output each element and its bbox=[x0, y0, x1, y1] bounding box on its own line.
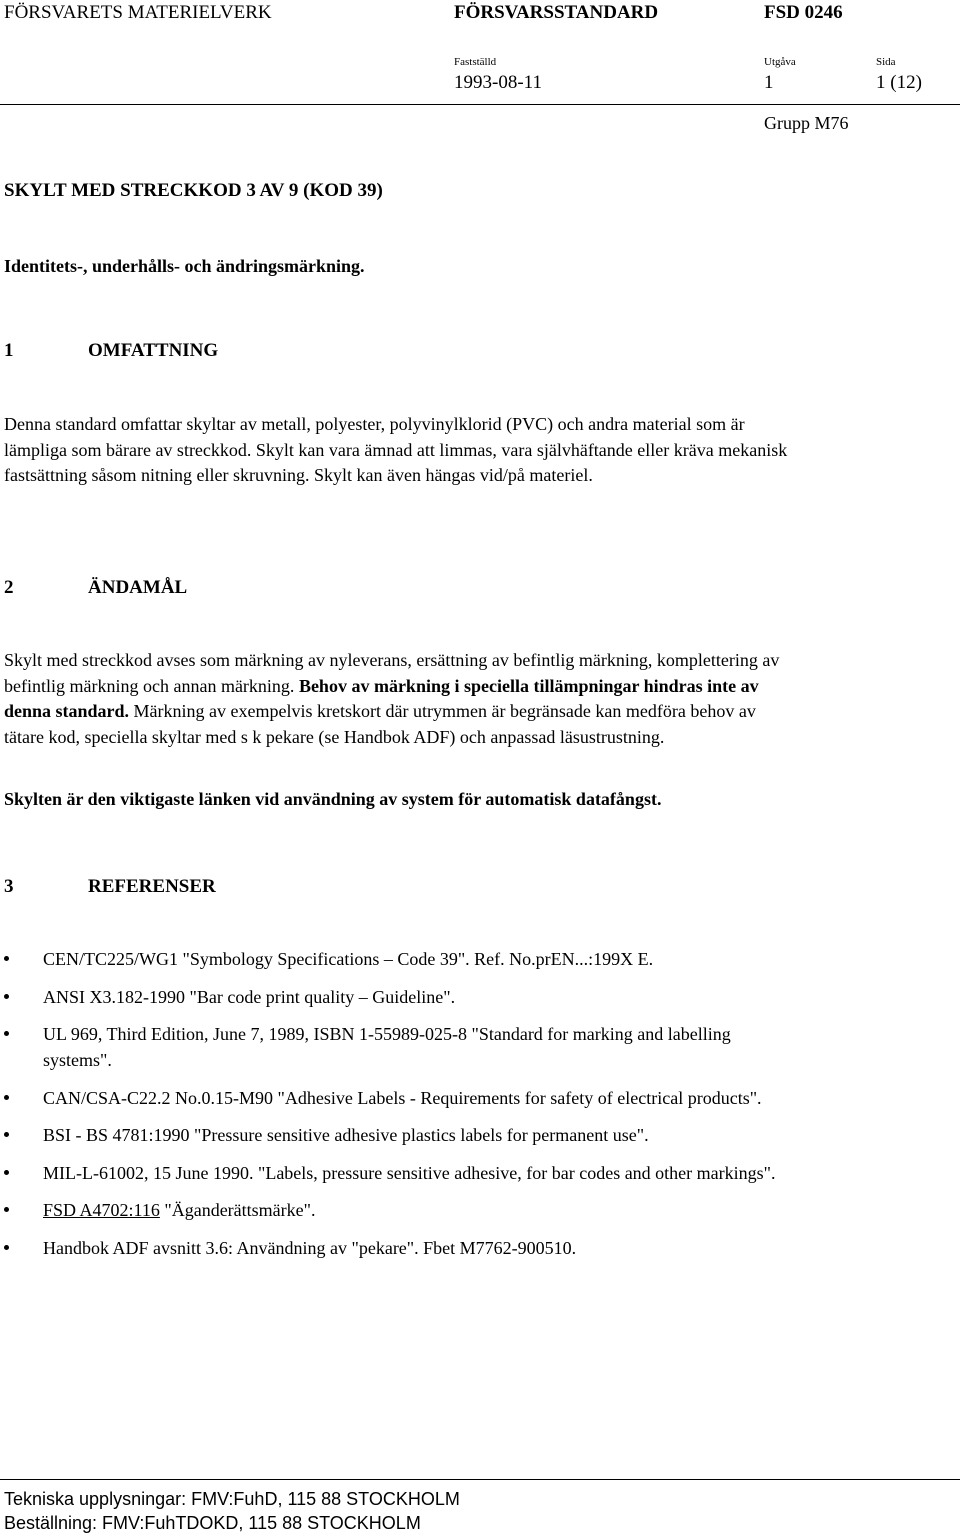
org-name: FÖRSVARETS MATERIELVERK bbox=[4, 2, 272, 23]
section-number: 2 bbox=[4, 577, 14, 598]
doc-type: FÖRSVARSSTANDARD bbox=[454, 2, 659, 23]
section-number: 1 bbox=[4, 340, 14, 361]
section-2-body bbox=[4, 648, 794, 750]
reference-text: "Äganderättsmärke". bbox=[159, 1200, 316, 1220]
footer-ordering-info: Beställning: FMV:FuhTDOKD, 115 88 STOCKHOLM bbox=[4, 1513, 421, 1533]
bullet-icon bbox=[4, 1031, 9, 1036]
reference-item bbox=[0, 1197, 800, 1223]
body-text-continued: Märkning av exempelvis kretskort där utrymmen är begränsade kan medföra behov av tätare kod, speciella skyltar med s k pekare (se Handbok ADF) och anpassad läsustrustning. bbox=[4, 701, 756, 747]
body-text: Skylt med streckkod avses som märkning av nyleverans, ersättning av befintlig märkning, komplettering av befintlig märkning och annan märkning. bbox=[4, 650, 780, 696]
section-title: REFERENSER bbox=[88, 876, 216, 897]
section-1-heading bbox=[4, 340, 218, 362]
reference-list bbox=[0, 946, 800, 1272]
established-date: 1993-08-11 bbox=[454, 72, 542, 93]
reference-link[interactable]: FSD A4702:116 bbox=[43, 1200, 160, 1220]
bullet-icon bbox=[4, 1170, 9, 1175]
bullet-icon bbox=[4, 1095, 9, 1100]
section-3-heading bbox=[4, 876, 216, 898]
reference-item bbox=[0, 1160, 800, 1186]
reference-text: ANSI X3.182-1990 "Bar code print quality – Guideline". bbox=[43, 986, 456, 1007]
reference-text: Handbok ADF avsnitt 3.6: Användning av "pekare". Fbet M7762-900510. bbox=[43, 1237, 577, 1258]
reference-item bbox=[0, 1021, 800, 1073]
bullet-icon bbox=[4, 1245, 9, 1250]
page-number: 1 (12) bbox=[876, 72, 922, 93]
edition-label: Utgåva bbox=[764, 56, 796, 68]
reference-item bbox=[0, 984, 800, 1010]
reference-text: CEN/TC225/WG1 "Symbology Specifications – Code 39". Ref. No.prEN...:199X E. bbox=[43, 949, 654, 969]
section-title: OMFATTNING bbox=[88, 340, 219, 361]
reference-text: CAN/CSA-C22.2 No.0.15-M90 "Adhesive Labels - Requirements for safety of electrical products". bbox=[43, 1087, 762, 1108]
reference-item bbox=[0, 1085, 800, 1111]
reference-item bbox=[0, 1235, 800, 1261]
established-label: Fastställd bbox=[454, 56, 497, 68]
page-label: Sida bbox=[876, 56, 896, 68]
edition-number: 1 bbox=[764, 72, 774, 93]
section-1-body: Denna standard omfattar skyltar av metall, polyester, polyvinylklorid (PVC) och andra material som är lämpliga som bärare av streckkod. Skylt kan vara ämnad att limmas, vara självhäftande eller kräva mekanisk fastsättning såsom nitning eller skruvning. Skylt kan även hängas vid/på materiel. bbox=[4, 414, 788, 485]
doc-number: FSD 0246 bbox=[764, 2, 843, 23]
footer-technical-info: Tekniska upplysningar: FMV:FuhD, 115 88 STOCKHOLM bbox=[4, 1489, 460, 1509]
bullet-icon bbox=[4, 994, 9, 999]
footer-rule bbox=[0, 1479, 960, 1480]
bullet-icon bbox=[4, 1132, 9, 1137]
header-rule bbox=[0, 104, 960, 105]
group-code: Grupp M76 bbox=[764, 113, 849, 133]
section-number: 3 bbox=[4, 876, 14, 897]
section-title: ÄNDAMÅL bbox=[88, 577, 188, 598]
reference-text: UL 969, Third Edition, June 7, 1989, ISBN 1-55989-025-8 "Standard for marking and labelling systems". bbox=[43, 1024, 731, 1070]
section-2-heading bbox=[4, 577, 187, 599]
reference-item bbox=[0, 1122, 800, 1148]
document-title: SKYLT MED STRECKKOD 3 AV 9 (KOD 39) bbox=[4, 180, 383, 201]
reference-text: MIL-L-61002, 15 June 1990. "Labels, pressure sensitive adhesive, for bar codes and other markings". bbox=[43, 1162, 776, 1183]
bullet-icon bbox=[4, 956, 9, 961]
body-bold-text: Behov av märkning i speciella tillämpningar hindras inte av denna standard. bbox=[4, 675, 759, 721]
document-subtitle: Identitets-, underhålls- och ändringsmärkning. bbox=[4, 256, 365, 276]
reference-item bbox=[0, 946, 800, 972]
reference-text: BSI - BS 4781:1990 "Pressure sensitive adhesive plastics labels for permanent use". bbox=[43, 1125, 649, 1145]
bullet-icon bbox=[4, 1207, 9, 1212]
section-2-emphasis: Skylten är den viktigaste länken vid användning av system för automatisk datafångst. bbox=[4, 789, 662, 809]
